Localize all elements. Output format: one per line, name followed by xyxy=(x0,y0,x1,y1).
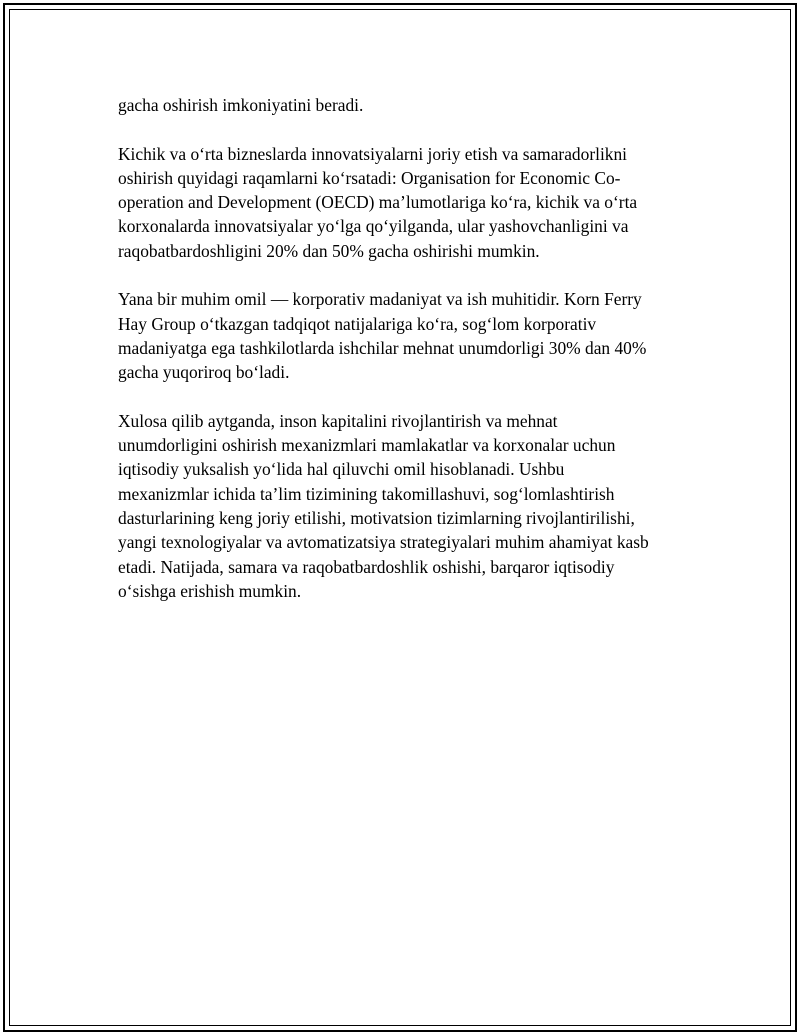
text-line: dasturlarining keng joriy etilishi, motivatsion tizimlarning rivojlantirilishi, xyxy=(118,508,635,529)
text-line: iqtisodiy yuksalish yo‘lida hal qiluvchi omil hisoblanadi. Ushbu xyxy=(118,459,565,480)
text-line: yangi texnologiyalar va avtomatizatsiya strategiyalari muhim ahamiyat kasb xyxy=(118,532,649,553)
text-line: mexanizmlar ichida ta’lim tizimining takomillashuvi, sog‘lomlashtirish xyxy=(118,483,615,504)
document-body xyxy=(118,93,688,628)
text-line: gacha yuqoriroq bo‘ladi. xyxy=(118,362,290,383)
text-line: Xulosa qilib aytganda, inson kapitalini rivojlantirish va mehnat xyxy=(118,410,558,431)
text-line: Hay Group o‘tkazgan tadqiqot natijalariga ko‘ra, sog‘lom korporativ xyxy=(118,313,597,334)
text-line: o‘sishga erishish mumkin. xyxy=(118,580,302,601)
text-line: madaniyatga ega tashkilotlarda ishchilar mehnat unumdorligi 30% dan 40% xyxy=(118,337,647,358)
paragraph-continuation xyxy=(118,93,688,117)
text-line: etadi. Natijada, samara va raqobatbardoshlik oshishi, barqaror iqtisodiy xyxy=(118,556,615,577)
text-line: Kichik va o‘rta bizneslarda innovatsiyalarni joriy etish va samaradorlikni xyxy=(118,143,627,164)
text-line: unumdorligini oshirish mexanizmlari mamlakatlar va korxonalar uchun xyxy=(118,435,616,456)
text-line: operation and Development (OECD) ma’lumotlariga ko‘ra, kichik va o‘rta xyxy=(118,192,638,213)
text-line: Yana bir muhim omil — korporativ madaniyat va ish muhitidir. Korn Ferry xyxy=(118,289,642,310)
text-line: korxonalarda innovatsiyalar yo‘lga qo‘yilganda, ular yashovchanligini va xyxy=(118,216,629,237)
paragraph-corporate-culture xyxy=(118,287,688,384)
paragraph-sme-innovation xyxy=(118,142,688,263)
text-line: oshirish quyidagi raqamlarni ko‘rsatadi: Organisation for Economic Co- xyxy=(118,167,621,188)
text-line: raqobatbardoshligini 20% dan 50% gacha oshirishi mumkin. xyxy=(118,240,540,261)
text-line: gacha oshirish imkoniyatini beradi. xyxy=(118,95,364,115)
paragraph-conclusion xyxy=(118,409,688,603)
